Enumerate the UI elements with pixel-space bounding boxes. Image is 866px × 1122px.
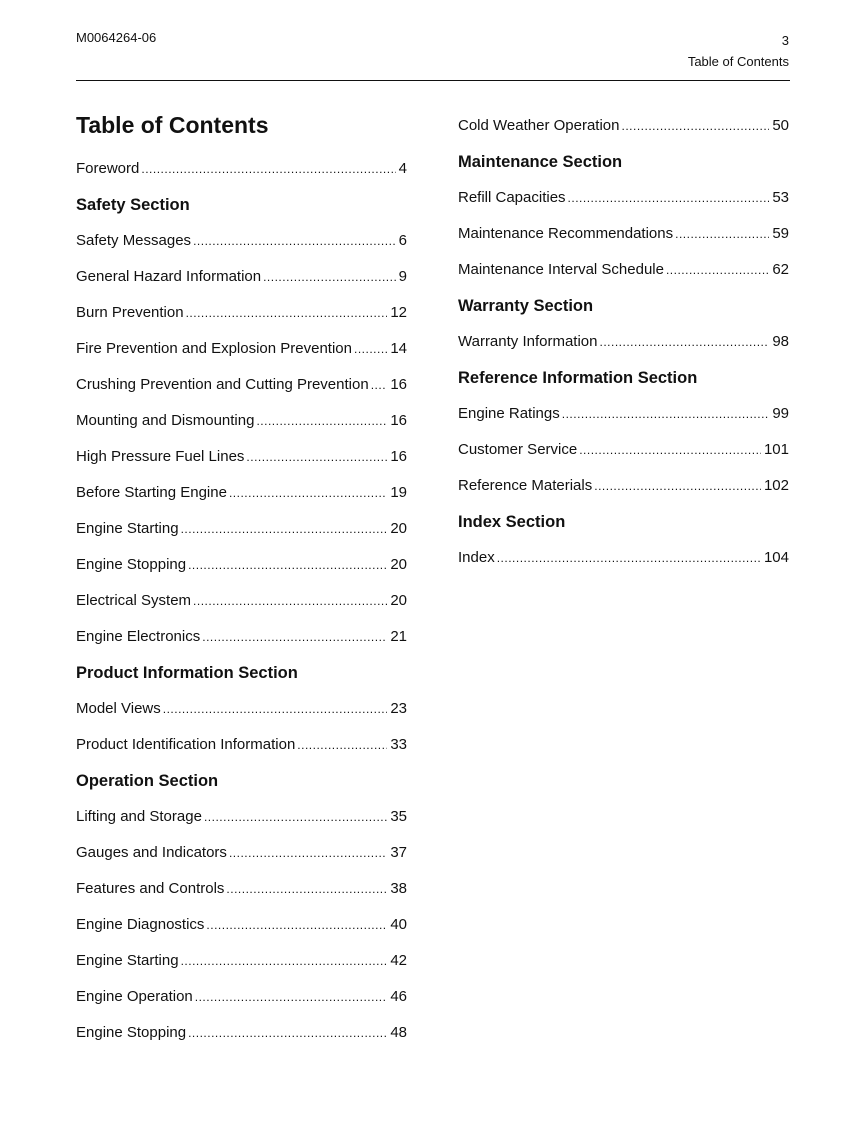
dot-leader [188, 1015, 387, 1051]
toc-entry-label: Lifting and Storage [76, 808, 202, 825]
toc-right-column [458, 108, 789, 576]
toc-entry-page: 20 [390, 592, 407, 609]
toc-entry[interactable] [76, 727, 407, 763]
dot-leader [186, 295, 388, 331]
toc-entry-label: Maintenance Interval Schedule [458, 261, 664, 278]
dot-leader [497, 540, 761, 576]
dot-leader [181, 511, 388, 547]
dot-leader [163, 691, 388, 727]
header-divider [76, 80, 790, 81]
page-title: Table of Contents [76, 112, 269, 138]
toc-entry[interactable] [458, 432, 789, 468]
toc-entry-label: Refill Capacities [458, 189, 566, 206]
toc-entry-label: Crushing Prevention and Cutting Prevention [76, 376, 369, 393]
dot-leader [202, 619, 387, 655]
toc-entry-page: 12 [390, 304, 407, 321]
dot-leader [141, 151, 395, 187]
running-title: Table of Contents [687, 54, 789, 69]
toc-entry[interactable] [76, 583, 407, 619]
toc-entry-page: 40 [390, 916, 407, 933]
toc-entry-page: 19 [390, 484, 407, 501]
toc-entry[interactable] [76, 1015, 407, 1051]
toc-entry-label: Engine Stopping [76, 1024, 187, 1041]
toc-entry-label: Gauges and Indicators [76, 844, 227, 861]
toc-entry[interactable] [76, 835, 407, 871]
section-heading-maintenance: Maintenance Section [458, 153, 623, 171]
toc-entry-label: Customer Service [458, 441, 578, 458]
toc-entry-page: 62 [772, 261, 789, 278]
toc-entry-page: 23 [390, 700, 407, 717]
dot-leader [263, 259, 396, 295]
toc-entry-page: 102 [763, 477, 789, 494]
dot-leader [256, 403, 387, 439]
toc-entry-label: Reference Materials [458, 477, 593, 494]
toc-entry-label: High Pressure Fuel Lines [76, 448, 245, 465]
dot-leader [579, 432, 761, 468]
dot-leader [354, 331, 387, 367]
toc-entry-label: Features and Controls [76, 880, 225, 897]
toc-entry[interactable] [76, 799, 407, 835]
toc-entry-page: 20 [390, 520, 407, 537]
toc-entry-label: Engine Starting [76, 952, 179, 969]
toc-entry-page: 16 [390, 412, 407, 429]
toc-entry[interactable] [76, 979, 407, 1015]
toc-entry[interactable] [76, 871, 407, 907]
toc-entry[interactable] [76, 259, 407, 295]
dot-leader [621, 108, 769, 144]
dot-leader [188, 547, 387, 583]
toc-entry-label: Model Views [76, 700, 161, 717]
page-header [688, 30, 789, 72]
toc-entry[interactable] [76, 403, 407, 439]
toc-entry-label: Warranty Information [458, 333, 598, 350]
toc-entry[interactable] [76, 511, 407, 547]
toc-entry[interactable] [76, 475, 407, 511]
dot-leader [226, 871, 387, 907]
section-heading-operation: Operation Section [76, 772, 219, 790]
toc-entry-page: 46 [390, 988, 407, 1005]
dot-leader [193, 223, 396, 259]
toc-entry[interactable] [76, 691, 407, 727]
toc-entry-page: 101 [763, 441, 789, 458]
toc-entry[interactable] [458, 324, 789, 360]
toc-entry-foreword[interactable] [76, 151, 407, 187]
dot-leader [204, 799, 387, 835]
toc-entry-page: 16 [390, 448, 407, 465]
dot-leader [594, 468, 761, 504]
dot-leader [181, 943, 388, 979]
dot-leader [246, 439, 387, 475]
toc-entry[interactable] [76, 295, 407, 331]
toc-entry[interactable] [76, 223, 407, 259]
toc-entry-page: 59 [772, 225, 789, 242]
toc-entry-page: 4 [398, 160, 407, 177]
toc-entry-label: Cold Weather Operation [458, 117, 620, 134]
toc-entry-page: 35 [390, 808, 407, 825]
toc-entry-page: 6 [398, 232, 407, 249]
toc-entry-label: Electrical System [76, 592, 192, 609]
toc-left-column [76, 108, 407, 1051]
toc-entry-label: Engine Stopping [76, 556, 187, 573]
dot-leader [229, 835, 387, 871]
dot-leader [297, 727, 387, 763]
page-number: 3 [781, 33, 789, 48]
toc-entry-page: 53 [772, 189, 789, 206]
toc-entry-page: 50 [772, 117, 789, 134]
toc-entry-page: 48 [390, 1024, 407, 1041]
toc-entry[interactable] [76, 619, 407, 655]
toc-entry[interactable] [76, 439, 407, 475]
toc-entry-page: 37 [390, 844, 407, 861]
section-heading-index: Index Section [458, 513, 566, 531]
toc-entry-cold-weather[interactable] [458, 108, 789, 144]
toc-entry-page: 14 [390, 340, 407, 357]
toc-entry[interactable] [76, 367, 407, 403]
toc-entry-label: Engine Electronics [76, 628, 201, 645]
toc-entry-label: Foreword [76, 160, 140, 177]
dot-leader [675, 216, 769, 252]
toc-entry[interactable] [76, 547, 407, 583]
toc-entry-label: Burn Prevention [76, 304, 184, 321]
toc-entry[interactable] [76, 943, 407, 979]
dot-leader [568, 180, 770, 216]
toc-entry[interactable] [458, 252, 789, 288]
toc-entry[interactable] [458, 180, 789, 216]
toc-entry-label: Engine Operation [76, 988, 193, 1005]
dot-leader [371, 367, 388, 403]
section-heading-product-information: Product Information Section [76, 664, 298, 682]
toc-entry-page: 104 [763, 549, 789, 566]
section-heading-warranty: Warranty Section [458, 297, 594, 315]
toc-entry-page: 99 [772, 405, 789, 422]
toc-entry-page: 42 [390, 952, 407, 969]
toc-entry-label: Engine Starting [76, 520, 179, 537]
toc-entry-page: 9 [398, 268, 407, 285]
dot-leader [562, 396, 770, 432]
dot-leader [666, 252, 769, 288]
toc-entry[interactable] [458, 396, 789, 432]
toc-entry-page: 33 [390, 736, 407, 753]
dot-leader [206, 907, 387, 943]
toc-entry-page: 98 [772, 333, 789, 350]
toc-entry[interactable] [76, 907, 407, 943]
toc-entry-label: Index [458, 549, 495, 566]
toc-entry-label: Product Identification Information [76, 736, 296, 753]
toc-entry-label: Mounting and Dismounting [76, 412, 255, 429]
toc-entry-page: 20 [390, 556, 407, 573]
toc-entry-label: Engine Ratings [458, 405, 560, 422]
toc-entry-page: 16 [390, 376, 407, 393]
toc-entry[interactable] [458, 540, 789, 576]
dot-leader [193, 583, 387, 619]
dot-leader [195, 979, 388, 1015]
toc-entry-page: 38 [390, 880, 407, 897]
toc-entry[interactable] [76, 331, 407, 367]
toc-entry-label: Engine Diagnostics [76, 916, 205, 933]
section-heading-safety: Safety Section [76, 196, 190, 214]
toc-entry-label: Fire Prevention and Explosion Prevention [76, 340, 352, 357]
dot-leader [600, 324, 770, 360]
document-id: M0064264-06 [76, 30, 157, 45]
toc-entry-page: 21 [390, 628, 407, 645]
toc-entry-label: Maintenance Recommendations [458, 225, 674, 242]
toc-entry[interactable] [458, 468, 789, 504]
toc-entry-label: Before Starting Engine [76, 484, 227, 501]
dot-leader [229, 475, 387, 511]
toc-entry[interactable] [458, 216, 789, 252]
toc-entry-label: Safety Messages [76, 232, 192, 249]
toc-entry-label: General Hazard Information [76, 268, 262, 285]
section-heading-reference-information: Reference Information Section [458, 369, 698, 387]
